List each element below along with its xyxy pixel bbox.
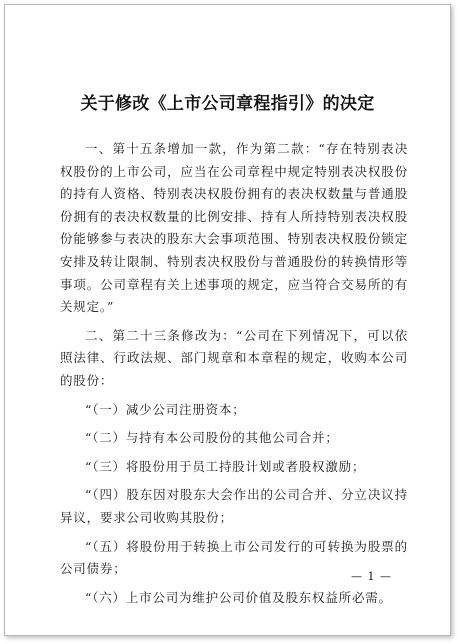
paragraph-article-23: 二、第二十三条修改为：“公司在下列情况下，可以依照法律、行政法规、部门规章和本章程的规定，收购本公司的股份： [60, 327, 408, 388]
document-title: 关于修改《上市公司章程指引》的决定 [80, 94, 375, 114]
paragraph-article-15: 一、第十五条增加一款，作为第二款：“存在特别表决权股份的上市公司，应当在公司章程中规定特别表决权股份的持有人资格、特别表决权股份拥有的表决权数量与普通股份拥有的表决权数量的比例安排、持有人所持特别表决权股份能够参与表决的股东大会事项范围、特别表决权股份锁定安排及转让限制、特别表决权股份与普通股份的转换情形等事项。公司章程有关上述事项的规定，应当符合交易所的有关规定。” [60, 141, 408, 315]
document-page [4, 4, 451, 636]
list-item: “（三）将股份用于员工持股计划或者股权激励； [85, 458, 366, 474]
list-item: “（四）股东因对股东大会作出的公司合并、分立决议持异议，要求公司收购其股份； [60, 487, 408, 525]
list-item: “（一）减少公司注册资本； [85, 401, 246, 417]
document-body [60, 138, 408, 609]
page-number: — 1 — [351, 570, 392, 583]
list-item: “（二）与持有本公司股份的其他公司合并； [85, 430, 339, 446]
list-item: “（五）将股份用于转换上市公司发行的可转换为股票的公司债券； [60, 538, 408, 577]
list-item: “（六）上市公司为维护公司价值及股东权益所必需。 [85, 589, 392, 605]
